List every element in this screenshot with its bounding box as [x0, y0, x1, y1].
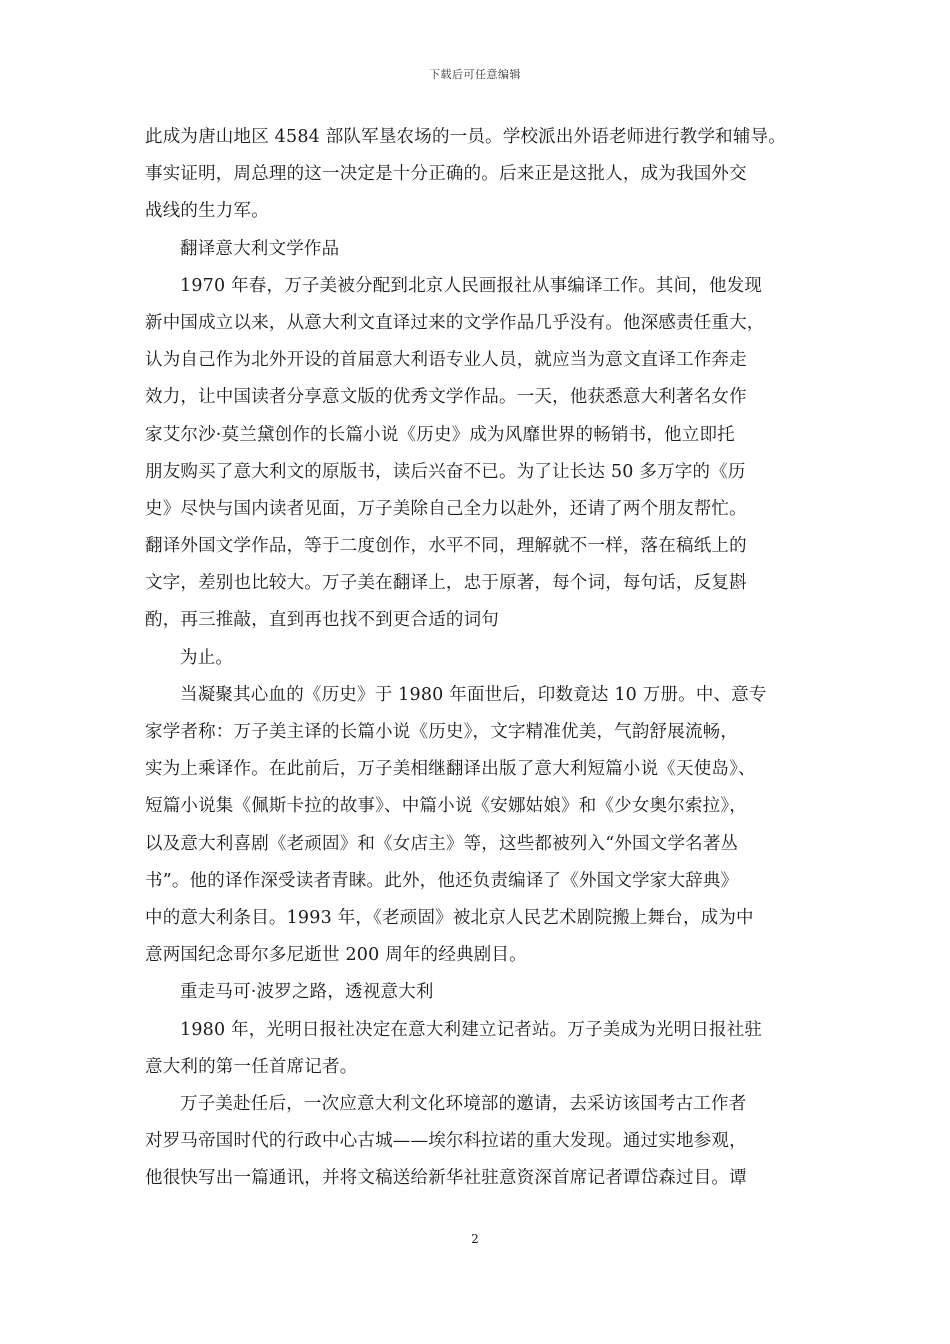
text-line: 翻译外国文学作品，等于二度创作，水平不同，理解就不一样，落在稿纸上的 — [145, 536, 747, 557]
text-line: 此成为唐山地区 4584 部队军垦农场的一员。学校派出外语老师进行教学和辅导。 — [145, 127, 786, 147]
text-line: 对罗马帝国时代的行政中心古城——埃尔科拉诺的重大发现。通过实地参观， — [145, 1131, 747, 1152]
document-body — [145, 119, 813, 1197]
text-line: 朋友购买了意大利文的原版书，读后兴奋不已。为了让长达 50 多万字的《历 — [145, 461, 746, 482]
text-line: 当凝聚其心血的《历史》于 1980 年面世后，印数竟达 10 万册。中、意专 — [180, 684, 767, 705]
text-line: 战线的生力军。 — [145, 201, 269, 222]
text-line: 意两国纪念哥尔多尼逝世 200 周年的经典剧目。 — [145, 945, 527, 966]
text-line: 书”。他的译作深受读者青睐。此外，他还负责编译了《外国文学家大辞典》 — [145, 870, 739, 891]
text-line: 中的意大利条目。1993 年，《老顽固》被北京人民艺术剧院搬上舞台，成为中 — [145, 907, 754, 928]
text-line: 实为上乘译作。在此前后，万子美相继翻译出版了意大利短篇小说《天使岛》、 — [145, 759, 756, 780]
text-line: 他很快写出一篇通讯，并将文稿送给新华社驻意资深首席记者谭岱森过目。谭 — [145, 1168, 747, 1189]
text-line: 以及意大利喜剧《老顽固》和《女店主》等，这些都被列入“外国文学名著丛 — [145, 833, 739, 854]
text-line: 新中国成立以来，从意大利文直译过来的文学作品几乎没有。他深感责任重大， — [145, 312, 765, 333]
text-line: 万子美赴任后，一次应意大利文化环境部的邀请，去采访该国考古工作者 — [180, 1093, 747, 1114]
text-line: 家学者称：万子美主译的长篇小说《历史》，文字精准优美，气韵舒展流畅， — [145, 722, 739, 742]
page-header: 下载后可任意编辑 — [429, 68, 521, 81]
text-line: 1980 年，光明日报社决定在意大利建立记者站。万子美成为光明日报社驻 — [180, 1019, 763, 1040]
text-line: 史》尽快与国内读者见面，万子美除自己全力以赴外，还请了两个朋友帮忙。 — [145, 498, 747, 519]
text-line: 认为自己作为北外开设的首届意大利语专业人员，就应当为意文直译工作奔走 — [145, 350, 747, 371]
text-line: 事实证明，周总理的这一决定是十分正确的。后来正是这批人，成为我国外交 — [145, 164, 747, 185]
text-line: 为止。 — [180, 647, 234, 668]
text-line: 1970 年春，万子美被分配到北京人民画报社从事编译工作。其间，他发现 — [180, 275, 763, 296]
text-line: 意大利的第一任首席记者。 — [145, 1056, 358, 1077]
text-line: 效力，让中国读者分享意文版的优秀文学作品。一天，他获悉意大利著名女作 — [145, 387, 747, 408]
page-number: 2 — [471, 1232, 479, 1246]
text-line: 重走马可·波罗之路，透视意大利 — [180, 982, 434, 1003]
text-line: 酌，再三推敲，直到再也找不到更合适的词句 — [145, 610, 499, 631]
text-line: 短篇小说集《佩斯卡拉的故事》、中篇小说《安娜姑娘》和《少女奥尔索拉》， — [145, 796, 747, 817]
text-line: 家艾尔沙·莫兰黛创作的长篇小说《历史》成为风靡世界的畅销书，他立即托 — [145, 424, 735, 445]
text-line: 翻译意大利文学作品 — [180, 238, 340, 259]
text-line: 文字，差别也比较大。万子美在翻译上，忠于原著，每个词，每句话，反复斟 — [145, 573, 747, 594]
